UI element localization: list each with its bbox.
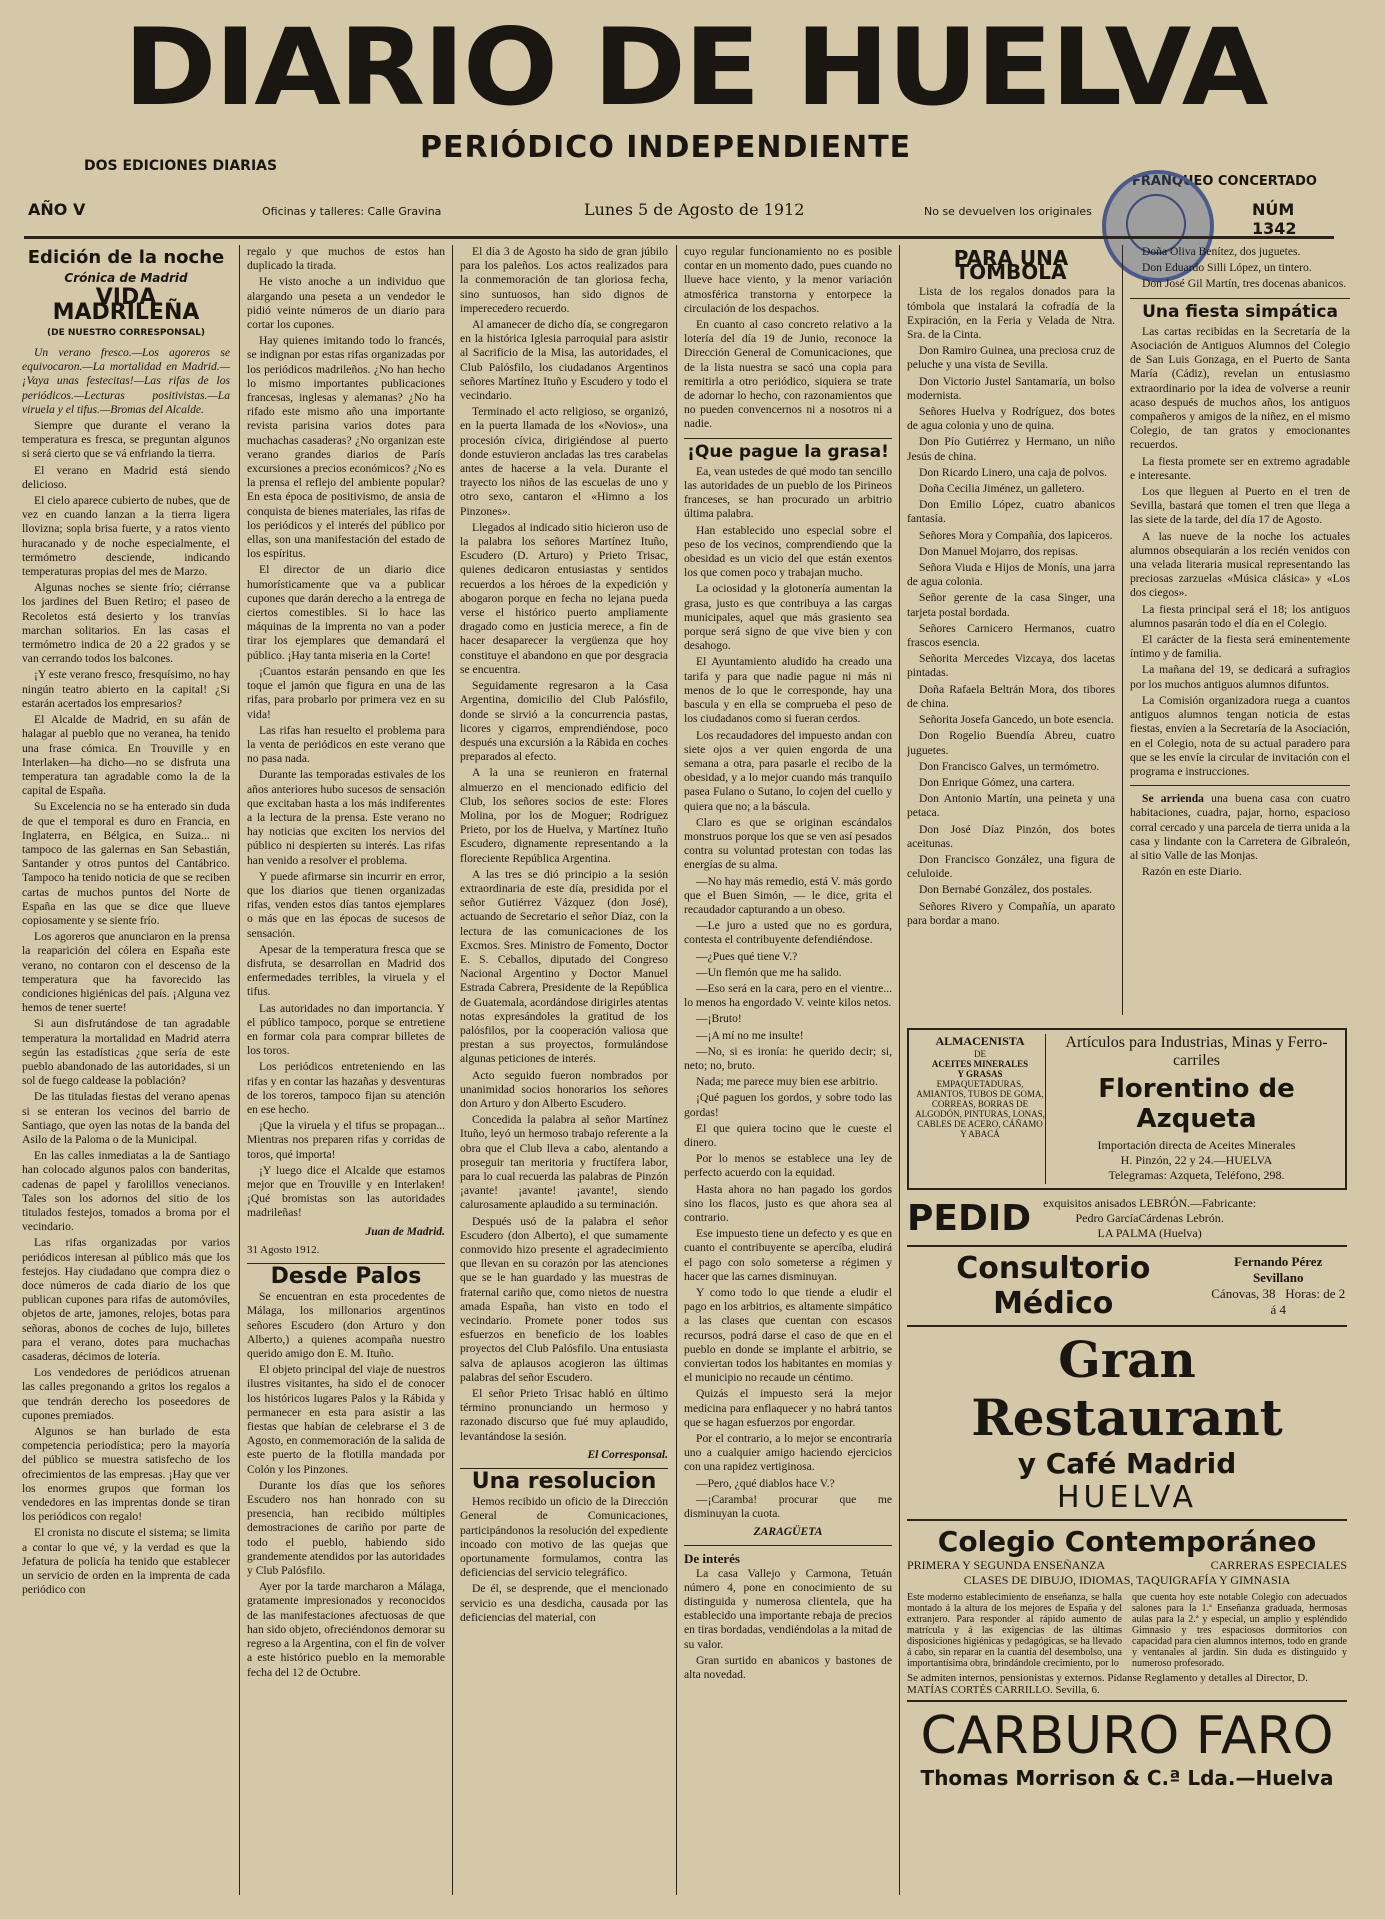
paragraph: —¡A mí no me insulte! (696, 1028, 804, 1042)
paragraph: El objeto principal del viaje de nuestros ilustres visitantes, ha sido el de conocer los históricos lugares Palos y la Rábida y permanecer en esta para asistir a las fiestas que habían de celebrarse el 3 de Agosto, en conmemoración de la salida de este puerto de la flotilla mandada por Colón y los Pinzones. (247, 1363, 445, 1476)
divider (1130, 298, 1350, 299)
almacenista-panel (915, 1034, 1046, 1184)
column-rule (676, 245, 677, 1895)
list-item: Don Enrique Gómez, una cartera. (919, 775, 1075, 789)
list-item: Don Manuel Mojarro, dos repisas. (919, 544, 1079, 558)
colegio-text: Este moderno establecimiento de enseñanza, se halla montado á la altura de los mejores de España y del extranjero. Para responder al rápido aumento de matrícula y á las exigencias de las últimas disposiciones higiénicas y pedagógicas, se ha llevado á cabo, sin reparar en la cuantía del desembolso, una importantísima obra, brindándole crecimiento, por lo (907, 1592, 1122, 1669)
list-item: Señor gerente de la casa Singer, una tarjeta postal bordada. (907, 591, 1115, 619)
tombola-title: PARA UNA TÓMBOLA (953, 246, 1069, 285)
colegio-columns (907, 1592, 1347, 1669)
carburo-title: CARBURO FARO (920, 1706, 1334, 1766)
paragraph: Su Excelencia no se ha enterado sin duda de que el temporal es duro en Francia, en Inglaterra, en Bélgica, en Suiza... ni tampoco de las galernas en San Sebastián, Santander y otros puntos del Cantábrico. Tampoco ha tenido noticia de que se reciben cartas de muchos puntos del Norte de España en las que se dice que llueve copiosamente y se siente frío. (22, 800, 230, 927)
colegio-title: Colegio Contemporáneo (937, 1525, 1317, 1558)
consultorio-info (1210, 1254, 1348, 1318)
paragraph: El señor Prieto Trisac habló en último término pronunciando un hermoso y razonado discurso que fué muy aplaudido, levantándose la sesión. (460, 1387, 668, 1443)
column-rule (452, 245, 453, 1895)
colegio-ad (907, 1521, 1347, 1702)
paragraph: Las autoridades no dan importancia. Y el público tampoco, porque se entretiene en formar cola para comprar billetes de los toros. (247, 1001, 445, 1058)
paragraph: Seguidamente regresaron a la Casa Argentina, domicilio del Club Palósfilo, donde se sirvió a la concurrencia pastas, licores y cigarros, emprendiéndose, poco después una excursión a la Rábida en coches preparados al efecto. (460, 679, 668, 764)
paragraph: Ayer por la tarde marcharon a Málaga, gratamente impresionados y reconocidos de las manifestaciones afectuosas de que han sido objeto, ofreciéndonos demorar su regreso a la Argentina, con el fin de volver a este histórico pueblo en la memorable fecha del 12 de Octubre. (247, 1580, 445, 1679)
paragraph: Por el contrario, a lo mejor se encontraría uno a cualquier amigo haciendo ejercicios con una rapidez vertiginosa. (684, 1432, 892, 1474)
paragraph: Apesar de la temperatura fresca que se disfruta, se desarrollan en Madrid dos enfermedades terribles, la viruela y el tifus. (247, 942, 445, 999)
signature: El Corresponsal. (587, 1447, 668, 1461)
pedid-text (1043, 1196, 1256, 1241)
paragraph: Y puede afirmarse sin incurrir en error, que los diarios que tienen organizadas rifas, venden estos días tantos ejemplares o más que en las épocas de sucesos de sensación. (247, 869, 445, 940)
column-6 (1130, 245, 1350, 881)
colegio-text: que cuenta hoy este notable Colegio con adecuados salones para la 1.ª Enseñanza graduada, hermosas aulas para la 2.ª y especial, un amplio y espléndido Gimnasio y tres espaciosos dormitorios con capacidad para cien alumnos internos, todo en grande y ventanales al jardín. Sin duda es distinguido y numeroso profesorado. (1132, 1592, 1347, 1669)
paragraph: ¡Y este verano fresco, fresquísimo, no hay ningún teatro abierto en la capital! ¿Si estarán acertados los empresarios? (22, 668, 230, 710)
list-item: Don Pío Gutiérrez y Hermano, un niño Jesús de china. (907, 435, 1115, 463)
column-tombola (907, 245, 1115, 930)
editions-note: DOS EDICIONES DIARIAS (84, 158, 278, 174)
paragraph: —No hay más remedio, está V. más gordo que el Buen Simón, — le dice, grita el recaudador capturando a un obeso. (684, 874, 892, 916)
carburo-ad (907, 1702, 1347, 1794)
consultorio-address: Cánovas, 38 (1211, 1286, 1276, 1301)
column-rule (1122, 245, 1123, 1015)
paragraph: Hay quienes imitando todo lo francés, se indignan por estas rifas organizadas por los periódicos madrileños. ¿No han hecho lo mismo importantes publicaciones francesas, inglesas y alemanas? ¿No ha rifado este mismo año una importante revista parisina varios dotes para muchachas casaderas? ¿No organizan este verano grandes diarios de París excursiones a precios económicos? ¿No es la prensa el reflejo del ambiente popular? En esta época de positivismo, de ansia de conquista de bienes materiales, las rifas de los periódicos y el interés del público por ellas, son una manifestación del estado de los espíritus. (247, 334, 445, 561)
paragraph: —¡Bruto! (696, 1012, 742, 1026)
column-3 (460, 245, 668, 1627)
fiesta-title: Una fiesta simpática (1142, 301, 1338, 322)
paragraph: La casa Vallejo y Carmona, Tetuán número 4, pone en conocimiento de su distinguida y numerosa clientela, que ha establecido una importante rebaja de precios en tiras bordadas, vendiéndolas a la mitad de su valor. (684, 1566, 892, 1651)
almacenista-line: EMPAQUETADURAS, AMIANTOS, TUBOS DE GOMA, CORREAS, BORRAS DE ALGODÓN, PINTURAS, LONAS, CABLES DE ACERO, CÁÑAMO Y ABACÁ (915, 1079, 1045, 1139)
restaurant-title: Gran Restaurant (971, 1330, 1283, 1447)
summary: Un verano fresco.—Los agoreros se equivocaron.—La mortalidad en Madrid.—¡Vaya unas festecitas!—Las rifas de los periódicos.—Lecturas positivistas.—La viruela y el tifus.—Bromas del Alcalde. (22, 346, 230, 416)
paragraph: Los vendedores de periódicos atruenan las calles pregonando a gritos los regalos a que tendrán derecho los poseedores de cupones premiados. (22, 1366, 230, 1422)
paragraph: Si aun disfrutándose de tan agradable temperatura la mortalidad en Madrid aterra según las estadísticas ¿que sería de este pueblo abandonado de las autoridades, si un sol de fuego caldease la población? (22, 1017, 230, 1088)
paragraph: Durante los días que los señores Escudero nos han honrado con su presencia, han recibido múltiples demostraciones de cariño por parte de todo el pueblo, habiendo sido grandemente atendidos por las autoridades y Club Palósfilo. (247, 1478, 445, 1578)
paragraph: Terminado el acto religioso, se organizó, en la puerta llamada de los «Novios», una procesión cívica, dirigiéndose al puerto donde estuvieron ancladas las tres carabelas antes de hacerse a la vela. Durante el trayecto los niños de las escuelas de uno y otro sexo, cantaron el «Himno a los Pinzones». (460, 405, 668, 518)
paragraph: —Pero, ¿qué diablos hace V.? (696, 1476, 835, 1490)
paragraph: El verano en Madrid está siendo delicioso. (22, 463, 230, 491)
colegio-classes: CLASES DE DIBUJO, IDIOMAS, TAQUIGRAFÍA Y GIMNASIA (963, 1573, 1291, 1587)
paragraph: ¡Qué paguen los gordos, y sobre todo las gordas! (684, 1091, 892, 1119)
list-item: Don Ramiro Guinea, una preciosa cruz de peluche y una vista de Sevilla. (907, 344, 1115, 372)
paragraph: —¡Caramba! procurar que me disminuyan la cuota. (684, 1492, 892, 1521)
paragraph: Durante las temporadas estivales de los años anteriores hubo sucesos de sensación que excitaban hasta a los más indiferentes a la lectura de la prensa. Este verano no hay noticias que exciten los nervios del público ni despierten su interés. Las rifas han venido a resolver el problema. (247, 768, 445, 867)
paragraph: El que quiera tocino que le cueste el dinero. (684, 1121, 892, 1149)
cronica-heading: Crónica de Madrid (64, 271, 188, 286)
issue-date: Lunes 5 de Agosto de 1912 (584, 200, 805, 219)
paragraph: Por lo menos se establece una ley de perfecto acuerdo con la equidad. (684, 1152, 892, 1180)
paragraph: Los recaudadores del impuesto andan con siete ojos a ver quien engorda de una semana a otra, para pasarle el recibo de la obesidad, y a lo mejor cuando más tranquilo pasea Fulano o Sutano, lo cojen del cuello y quiera que no; a la báscula. (684, 728, 892, 813)
column-4 (684, 245, 892, 1684)
offices-label: Oficinas y talleres: Calle Gravina (262, 205, 442, 218)
paragraph: ¡Cuantos estarán pensando en que les toque el jamón que figura en una de las rifas, para probarlo por primera vez en su vida! (247, 664, 445, 721)
paragraph: —No, si es ironía: he querido decir; si, neto; no, bruto. (684, 1044, 892, 1072)
list-item: Doña Cecilia Jiménez, un galletero. (919, 482, 1085, 496)
azqueta-panel (1054, 1034, 1339, 1184)
paragraph: Ese impuesto tiene un defecto y es que en cuanto el contribuyente se apercíba, eludirá el pago con solo someterse a régimen y hacer que las carnes disminuyan. (684, 1227, 892, 1283)
newspaper-subtitle: PERIÓDICO INDEPENDIENTE (420, 130, 912, 165)
paragraph: He visto anoche a un individuo que alargando una peseta a un vendedor le pidió veinte números de un diario para cortar los cupones. (247, 275, 445, 332)
restaurant-city: HUELVA (1056, 1480, 1197, 1515)
paragraph: La mañana del 19, se dedicará a sufragios por los muchos antiguos alumnos difuntos. (1130, 663, 1350, 691)
paragraph: Los que lleguen al Puerto en el tren de Sevilla, bastará que tomen el tren que llega a las siete de la tarde, del día 17 de Agosto. (1130, 485, 1350, 527)
list-item: Señores Huelva y Rodríguez, dos botes de agua colonia y uno de quina. (907, 405, 1115, 433)
column-vida-madrilena (22, 245, 230, 1599)
interes-title: De interés (684, 1551, 740, 1567)
resolucion-title: Una resolucion (471, 1469, 657, 1495)
paragraph: El Alcalde de Madrid, en su afán de halagar al pueblo que no veranea, ha tenido una frase cómica. En Trouville y en Interlaken—ha dicho—no se disfruta una temperatura tan agradable como la de la capital de España. (22, 713, 230, 798)
consultorio-title: Consultorio Médico (956, 1251, 1151, 1321)
info-bar (24, 196, 1334, 239)
paragraph: Hemos recibido un oficio de la Dirección General de Comunicaciones, participándonos la resolución del expediente incoado con motivo de las quejas que oportunamente formulamos, contra las deficiencias del servicio telegráfico. (460, 1495, 668, 1580)
paragraph: A las nueve de la noche los actuales alumnos obsequiarán a los recién venidos con una velada literaria musical representando las preciosas zarzuelas «Música clásica» y «Los dos ciegos». (1130, 529, 1350, 600)
azqueta-line: H. Pinzón, 22 y 24.—HUELVA (1120, 1153, 1273, 1167)
list-item: Don Bernabé González, dos postales. (919, 883, 1093, 897)
divider (684, 438, 892, 439)
paragraph: Lista de los regalos donados para la tómbola que instalará la cofradía de la Expiración, en la Feria y Velada de Ntra. Sra. de la Cinta. (907, 285, 1115, 342)
issue-number: NÚM 1342 (1252, 200, 1297, 238)
consultorio-ad (907, 1247, 1347, 1327)
almacenista-de: DE (974, 1049, 986, 1059)
paragraph: Algunos se han burlado de esta competencia periodística; pero la mayoría del público se muestra satisfecho de los ofrecimientos de las empresas. ¡Hay que ver los enormes grupos que forman los vendedores en las imprentas donde se tiran los periódicos con regalo! (22, 1425, 230, 1524)
paragraph: La fiesta promete ser en extremo agradable e interesante. (1130, 454, 1350, 482)
paragraph: —Le juro a usted que no es gordura, contesta el contribuyente defendiéndose. (684, 919, 892, 947)
list-item: Don Emilio López, cuatro abanicos fantasía. (907, 498, 1115, 526)
list-item: Señores Mora y Compañía, dos lapiceros. (919, 528, 1113, 542)
list-item: Don José Gil Martín, tres docenas abanicos. (1142, 277, 1347, 291)
paragraph: El cronista no discute el sistema; se limita a contar lo que vé, y la verdad es que la Jefatura de policía ha tenido que establecer un servicio de orden en la imprenta de cada periódico con (22, 1526, 230, 1597)
grasa-title: ¡Que pague la grasa! (687, 441, 889, 462)
list-item: Señores Rivero y Compañía, un aparato para bordar a mano. (907, 899, 1115, 927)
paragraph: El director de un diario dice humorísticamente que va a publicar cupones que darán derecho a la entrega de ciertos comestibles. Si lo hace las máquinas de la imprenta no van a poder tirar los ejemplares que demandará el público. ¡Hay tanta miseria en la Corte! (247, 563, 445, 662)
almacenista-line: ACEITES MINERALES (931, 1059, 1029, 1069)
azqueta-line: Telegramas: Azqueta, Teléfono, 298. (1108, 1168, 1285, 1182)
azqueta-heading: Artículos para Industrias, Minas y Ferro-carriles (1065, 1034, 1328, 1069)
paragraph: ¡Y luego dice el Alcalde que estamos mejor que en Trouville y en Interlaken! ¡Qué bromistas son las autoridades madrileñas! (247, 1163, 445, 1220)
byline: (DE NUESTRO CORRESPONSAL) (46, 327, 205, 338)
paragraph: Se encuentran en esta procedentes de Málaga, los millonarios argentinos señores Escudero (don Arturo y don Alberto,) a quienes acompaña nuestro querido amigo don E. M. Ituño. (247, 1290, 445, 1361)
column-rule (899, 245, 900, 1895)
list-item: Doña Oliva Benítez, dos juguetes. (1142, 245, 1301, 258)
signature-date: 31 Agosto 1912. (247, 1243, 320, 1256)
paragraph: De las tituladas fiestas del verano apenas si se enteran los vecinos del barrio de Santiago, que oyen las notas de la banda del Asilo de la Paloma o de la Municipal. (22, 1090, 230, 1146)
carburo-company: Thomas Morrison & C.ª Lda.—Huelva (920, 1766, 1334, 1790)
azqueta-ad (907, 1028, 1347, 1190)
paragraph: —Eso será en la cara, pero en el vientre... lo menos ha engordado V. veinte kilos netos. (684, 981, 892, 1010)
paragraph: Gran surtido en abanicos y bastones de alta novedad. (684, 1653, 892, 1682)
paragraph: A las tres se dió principio a la sesión extraordinaria de este día, presidida por el señor Gutiérrez Vázquez (don José), actuando de Secretario el señor Díaz, con la lectura de las comunicaciones de los Excmos. Sres. Ministro de Fomento, Doctor E. S. Ceballos, diputado del Congreso Nacional Argentino y Doctor Manuel Estrada Cabrera, Presidente de la República de Guatemala, acordándose dirigirles atentas notas expresándoles la gratitud de los palósfilos, por la cooperación valiosa que prestan a sus proyectos, formulándose algunas peticiones de interés. (460, 867, 668, 1066)
list-item: Don Victorio Justel Santamaría, un bolso modernista. (907, 374, 1115, 402)
paragraph: Las cartas recibidas en la Secretaría de la Asociación de Antiguos Alumnos del Colegio de San Luis Gonzaga, en el Puerto de Santa María (Cádiz), revelan un entusiasmo extraordinario por la idea de volverse a reunir acaso después de muchos años, los antiguos compañeros y amigos de la niñez, en el mismo Colegio, de tan gratos y emocionantes recuerdos. (1130, 324, 1350, 452)
azqueta-name: Florentino de Azqueta (1098, 1074, 1295, 1134)
paragraph: El cielo aparece cubierto de nubes, que de vez en cuando lanzan a la tierra ligera llovizna; sopla brisa fuerte, y a ratos viento huracanado y de noche especialmente, el termómetro desciende, indicando temperaturas propias del mes de Marzo. (22, 494, 230, 579)
franqueo-note: FRANQUEO CONCERTADO (1132, 174, 1317, 189)
paragraph: En cuanto al caso concreto relativo a la lotería del día 19 de Junio, reconoce la Dirección General de Comunicaciones, que de la lista nuestra se sacó una copia para remitirla a otro periódico, siquiera se trate de adornar lo hecho, con razonamientos que no pueden convencernos ni a nosotros ni a nadie. (684, 318, 892, 431)
edition-heading: Edición de la noche (27, 247, 225, 268)
paragraph: Y como todo lo que tiende a eludir el pago en los arbitrios, es altamente simpático a las clases que cuentan con escasos recursos, podrá darse el caso de que en el pueblo en donde se implante el arbitrio, se conviertan todos los habitantes en momias y el municipio no recaude un céntimo. (684, 1286, 892, 1385)
paragraph: Después usó de la palabra el señor Escudero (don Alberto), el que sumamente conmovido hizo presente el agradecimiento que llevan en su corazón por las atenciones que se le han guardado y las muestras de fraternal cariño que, como nietos de nuestra amada España, han visto en todo el vecindario. Promete poner todos sus esfuerzos en beneficio de los loables proyectos del Club Palósfilo. Una entusiasta salva de aplausos acogieron las últimas palabras del señor Escudero. (460, 1214, 668, 1384)
paragraph: La ociosidad y la glotonería aumentan la grasa, justo es que contribuya a las cargas municipales, aquel que más grasiento sea porque será signo de que vive bien y con desahogo. (684, 582, 892, 653)
originals-note: No se devuelven los originales (924, 205, 1092, 218)
pedid-title: PEDID (907, 1198, 1032, 1239)
paragraph: ¡Que la viruela y el tifus se propagan... Mientras nos preparen rifas y corridas de toros, qué importa! (247, 1119, 445, 1161)
paragraph: A la una se reunieron en fraternal almuerzo en el mencionado edificio del Club, los señores socios de este: Flores Molina, por los de Moguer; Rodríguez Prieto, por los de Huelva, y Martínez Ituño Escudero, dignamente representando a la floreciente República Argentina. (460, 766, 668, 865)
paragraph: Han establecido uno especial sobre el peso de los vecinos, comprendiendo que la obesidad es un vicio del que están exentos los que comen poco y trabajan mucho. (684, 523, 892, 580)
paragraph: Concedida la palabra al señor Martínez Ituño, leyó un hermoso trabajo referente a la obra que el Club lleva a cabo, alentando a proseguir tan meritoria y fructífera labor, para lo cual recuerda las palabras de Pinzón ¡avante! ¡avante! ¡avante!, siendo calurosamente aplaudido a su terminación. (460, 1113, 668, 1212)
newspaper-title: DIARIO DE HUELVA (123, 6, 1267, 130)
column-rule (239, 245, 240, 1895)
arrienda-lead: Se arrienda (1142, 792, 1204, 806)
desde-palos-title: Desde Palos (270, 1264, 422, 1290)
paragraph: Claro es que se originan escándalos monstruos porque los que se ven así pesados contra su voluntad protestan con todas las energías de su alma. (684, 815, 892, 872)
paragraph: —¿Pues qué tiene V.? (696, 949, 798, 963)
list-item: Señores Carnicero Hermanos, cuatro frascos esencia. (907, 621, 1115, 650)
paragraph: La fiesta principal será el 18; los antiguos alumnos pasarán todo el día en el Colegio. (1130, 602, 1350, 630)
paragraph: La Comisión organizadora ruega a cuantos antiguos alumnos tengan noticia de estas fiestas, envíen a la Secretaría de la Asociación, en el Colegio, nota de su actual paradero para que se les envíe la circular de invitación con el programa e instrucciones. (1130, 693, 1350, 778)
list-item: Señorita Josefa Gancedo, un bote esencia. (919, 713, 1114, 727)
paragraph: Algunas noches se siente frío; ciérranse los jardines del Buen Retiro; el paseo de Recoletos está desierto y los tranvías marchan solitarios. En las casas el termómetro indica de 20 a 22 grados y se van cerrando todos los balcones. (22, 581, 230, 666)
consultorio-doctor: Fernando Pérez Sevillano (1234, 1254, 1323, 1285)
paragraph: Al amanecer de dicho día, se congregaron en la histórica Iglesia parroquial para asistir al Sacrificio de la Misa, las autoridades, el Club Palósfilo, los ciudadanos Argentinos señores Martínez Ituño y Escudero y todo el vecindario. (460, 318, 668, 403)
restaurant-subtitle: y Café Madrid (1017, 1447, 1237, 1480)
list-item: Doña Rafaela Beltrán Mora, dos tibores de china. (907, 682, 1115, 710)
divider (1130, 785, 1350, 786)
almacenista-title: ALMACENISTA (935, 1034, 1025, 1048)
signature: ZARAGÜETA (753, 1525, 823, 1539)
paragraph: Los periódicos entreteniendo en las rifas y en contar las hazañas y desventuras de los toreros, tampoco fijan su atención en ese hecho. (247, 1060, 445, 1116)
pedid-line: Pedro GarcíaCárdenas Lebrón. (1075, 1211, 1224, 1225)
list-item: Don Francisco Galves, un termómetro. (919, 759, 1100, 773)
paragraph: El día 3 de Agosto ha sido de gran júbilo para los paleños. Los actos realizados para la conmemoración de tan gloriosa fecha, sino suntuosos, han sido dignos de imperecedero recuerdo. (460, 245, 668, 315)
paragraph: En las calles inmediatas a la de Santiago han colocado algunos palos con banderitas, cadenas de papel y farolillos venecianos. Tales son los adornos del sitio de los titulados festejos, tomados a broma por el vecindario. (22, 1149, 230, 1234)
article-title: VIDA MADRILEÑA (52, 285, 200, 325)
paragraph: Razón en este Diario. (1142, 865, 1242, 879)
colegio-left: PRIMERA Y SEGUNDA ENSEÑANZA (907, 1558, 1106, 1572)
colegio-contact: Se admiten internos, pensionistas y externos. Pídanse Reglamento y detalles al Director, D. MATÍAS CORTÉS CARRILLO. Sevilla, 6. (907, 1672, 1308, 1696)
signature: Juan de Madrid. (365, 1224, 445, 1238)
paragraph: De él, se desprende, que el mencionado servicio es una desdicha, causada por las deficiencias del material, con (460, 1582, 668, 1624)
paragraph: Llegados al indicado sitio hicieron uso de la palabra los señores Martínez Ituño, Escudero (D. Arturo) y Prieto Trisac, quienes dedicaron entusiastas y sentidos recuerdos a los héroes de la expedición y abogaron porque en fecha no lejana pueda verse el histórico puerto ampliamente dragado como en justicia merece, a fin de hacer desaparecer la vergüenza que hoy constituye el abandono en que por desgracia se encuentra. (460, 520, 668, 676)
paragraph: Siempre que durante el verano la temperatura es fresca, se preguntan algunos si será cierto que se vá enfriando la tierra. (22, 419, 230, 461)
arrienda-text: una buena casa con cuatro habitaciones, cuadra, pajar, horno, espacioso corral cercado y una parcela de tierra unida a la casa y lindante con la Carretera de Gibraleón, al sitio Valle de las Monjas. (1130, 792, 1350, 862)
list-item: Don Francisco González, una figura de celuloide. (907, 852, 1115, 881)
paragraph: Acto seguido fueron nombrados por unanimidad socios honorarios los señores don Arturo y don Alberto Escudero. (460, 1068, 668, 1110)
column-2 (247, 245, 445, 1682)
paragraph: Hasta ahora no han pagado los gordos sino los flacos, justo es que ahora sea al contrario. (684, 1182, 892, 1224)
azqueta-line: Importación directa de Aceites Minerales (1097, 1138, 1296, 1152)
consultorio-hours: Horas: de 2 á 4 (1270, 1286, 1346, 1317)
divider (684, 1545, 892, 1546)
paragraph: Quizás el impuesto será la mejor medicina para enflaquecer y no habrá tantos que se hagan esfuerzos por engordar. (684, 1387, 892, 1429)
paragraph: Ea, vean ustedes de qué modo tan sencillo las autoridades de un pueblo de los Pirineos franceses, se han procurado un arbitrio última palabra. (684, 464, 892, 521)
paragraph: cuyo regular funcionamiento no es posible contar en un momento dado, pues cuando no llueve hace viento, y la menor variación atmosférica transtorna y entorpece la circulación de los despachos. (684, 245, 892, 315)
ads-block (907, 1022, 1347, 1794)
pedid-ad (907, 1196, 1347, 1247)
list-item: Señorita Mercedes Vizcaya, dos lacetas pintadas. (907, 652, 1115, 680)
list-item: Don Ricardo Linero, una caja de polvos. (919, 465, 1108, 479)
year-label: AÑO V (28, 200, 86, 219)
almacenista-line: Y GRASAS (957, 1069, 1003, 1079)
pedid-line: exquisitos anisados LEBRÓN.—Fabricante: (1043, 1196, 1257, 1210)
colegio-row (907, 1558, 1347, 1573)
colegio-right: CARRERAS ESPECIALES (1210, 1558, 1347, 1572)
paragraph: Los agoreros que anunciaron en la prensa la reaparición del cólera en España este verano, no contaron con el descenso de la temperatura que ha favorecido las condiciones higiénicas del país. ¡Alguna vez hemos de tener suerte! (22, 930, 230, 1015)
list-item: Don José Díaz Pinzón, dos botes aceitunas. (907, 822, 1115, 850)
paragraph: Nada; me parece muy bien ese arbitrio. (696, 1075, 878, 1089)
restaurant-ad (907, 1327, 1347, 1521)
list-item: Don Rogelio Buendía Abreu, cuatro juguetes. (907, 729, 1115, 757)
pedid-line: LA PALMA (Huelva) (1097, 1226, 1202, 1240)
paragraph: Las rifas organizadas por varios periódicos interesan al público más que los festejos. Hay ciudadano que compra diez o doce números de cada diario de los que publican cupones para rifas de automóviles, objetos de arte, jamones, relojes, botas para señoras, abonos de coches de lujo, billetes para el verano, dotes para muchachas casaderas, décimos de lotería. (22, 1236, 230, 1364)
paragraph: —Un flemón que me ha salido. (696, 965, 842, 979)
list-item: Don Eduardo Silli López, un tintero. (1142, 261, 1312, 275)
paragraph: regalo y que muchos de estos han duplicado la tirada. (247, 245, 445, 273)
paragraph: El carácter de la fiesta será eminentemente íntimo y de familia. (1130, 633, 1350, 661)
list-item: Señora Viuda e Hijos de Monís, una jarra de agua colonia. (907, 561, 1115, 589)
list-item: Don Antonio Martín, una peineta y una petaca. (907, 792, 1115, 820)
paragraph: Las rifas han resuelto el problema para la venta de periódicos en este verano que no pasa nada. (247, 723, 445, 766)
paragraph: El Ayuntamiento aludido ha creado una tarifa y para que nadie pague ni más ni menos de lo que le corresponde, hay una bascula y en ella se comprueba el peso de los ciudadanos como si fueran cerdos. (684, 655, 892, 726)
